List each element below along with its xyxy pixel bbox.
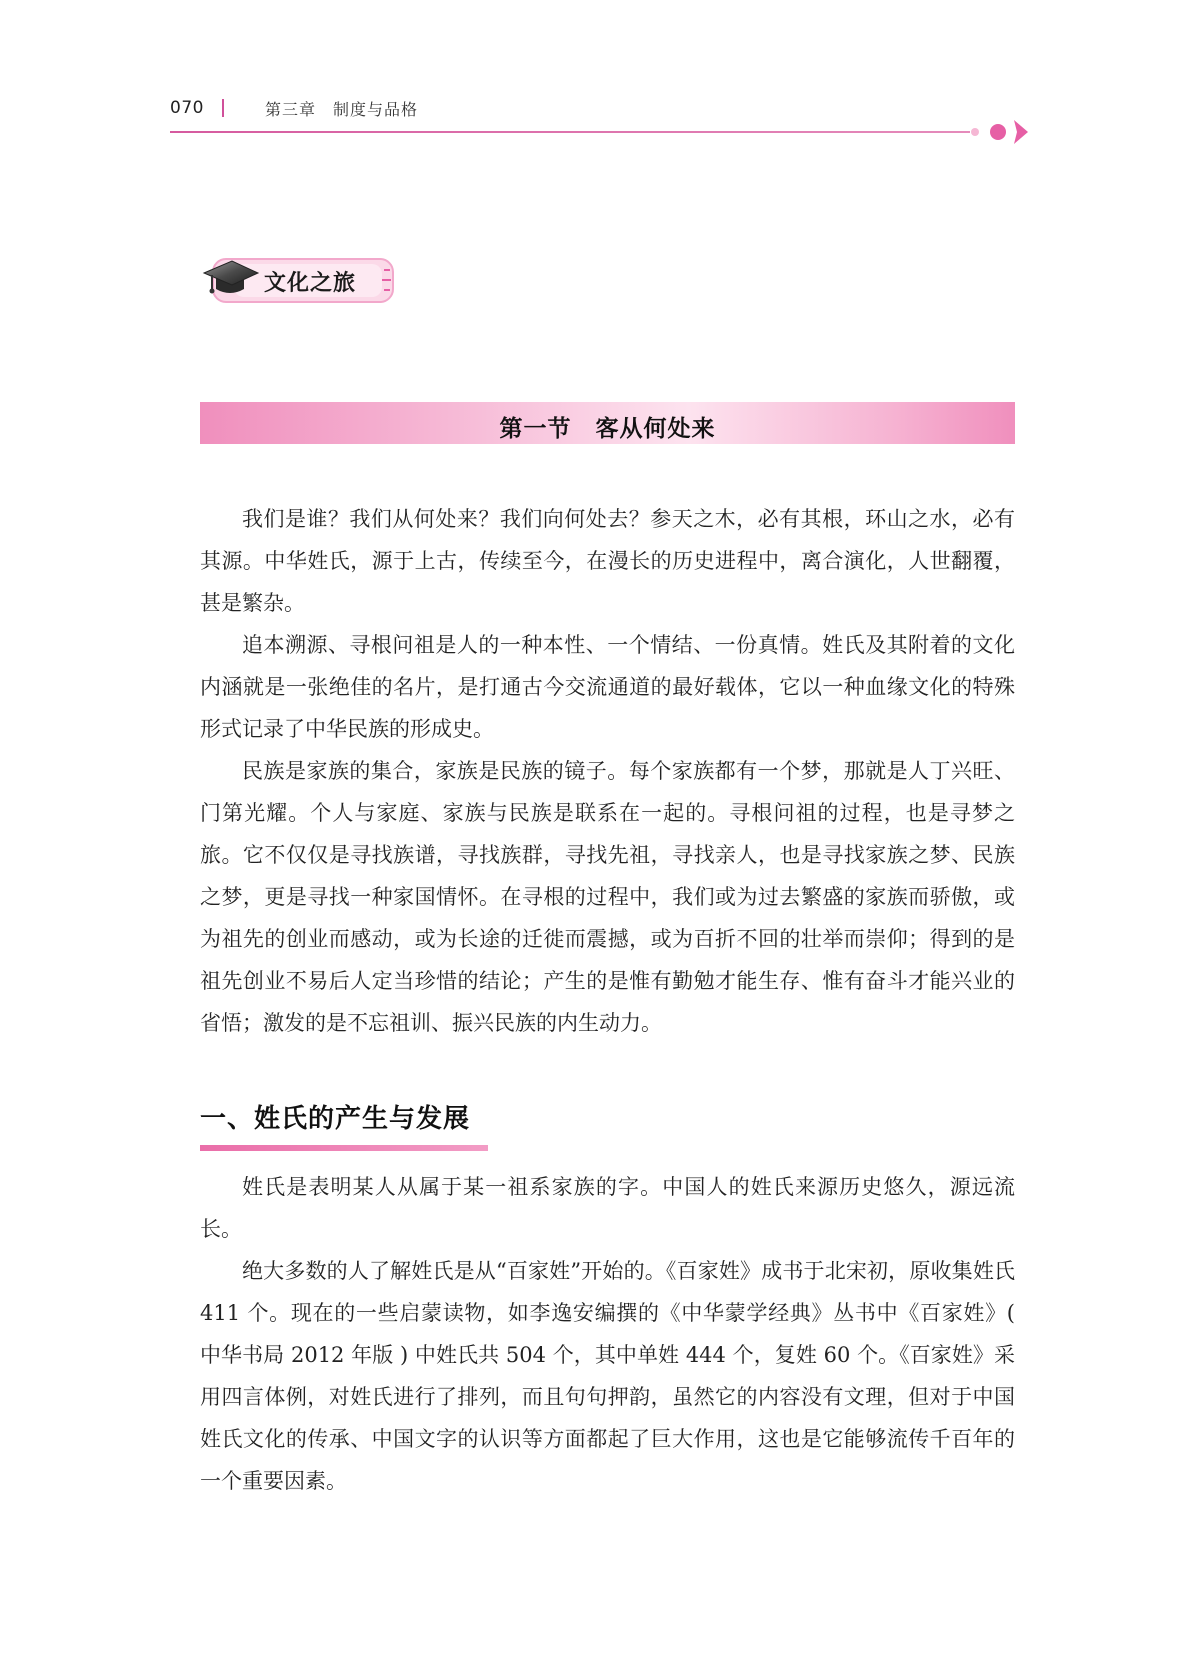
header-divider xyxy=(222,99,224,117)
header-rule xyxy=(170,131,970,133)
page-number: 070 xyxy=(170,98,204,118)
badge-label: 文化之旅 xyxy=(264,271,357,296)
surname-text-block xyxy=(200,1166,1015,1502)
paragraph: 民族是家族的集合，家族是民族的镜子。每个家族都有一个梦，那就是人丁兴旺、门第光耀。个人与家庭、家族与民族是联系在一起的。寻根问祖的过程，也是寻梦之旅。它不仅仅是寻找族谱，寻找族群，寻找先祖，寻找亲人，也是寻找家族之梦、民族之梦，更是寻找一种家国情怀。在寻根的过程中，我们或为过去繁盛的家族而骄傲，或为祖先的创业而感动，或为长途的迁徙而震撼，或为百折不回的壮举而崇仰；得到的是祖先创业不易后人定当珍惜的结论；产生的是惟有勤勉才能生存、惟有奋斗才能兴业的省悟；激发的是不忘祖训、振兴民族的内生动力。 xyxy=(200,759,1015,1035)
chapter-title: 第三章 制度与品格 xyxy=(265,100,419,119)
graduation-cap-icon xyxy=(202,255,260,303)
paragraph: 绝大多数的人了解姓氏是从“百家姓”开始的。《百家姓》成书于北宋初，原收集姓氏 411 个。现在的一些启蒙读物，如李逸安编撰的《中华蒙学经典》丛书中《百家姓》( 中华书局 2012 年版 ) 中姓氏共 504 个，其中单姓 444 个，复姓 60 个。《百家姓》采用四言体例，对姓氏进行了排列，而且句句押韵，虽然它的内容没有文理，但对于中国姓氏文化的传承、中国文字的认识等方面都起了巨大作用，这也是它能够流传千百年的一个重要因素。 xyxy=(200,1259,1015,1493)
section-title: 第一节 客从何处来 xyxy=(499,416,716,442)
section-banner xyxy=(200,402,1015,444)
intro-text-block xyxy=(200,498,1015,1044)
subsection-underline xyxy=(200,1145,488,1151)
paragraph: 我们是谁？我们从何处来？我们向何处去？参天之木，必有其根，环山之水，必有其源。中华姓氏，源于上古，传续至今，在漫长的历史进程中，离合演化，人世翻覆，甚是繁杂。 xyxy=(200,507,1015,615)
badge-dash-ornament-icon xyxy=(380,267,394,293)
culture-journey-badge xyxy=(202,255,398,307)
paragraph: 追本溯源、寻根问祖是人的一种本性、一个情结、一份真情。姓氏及其附着的文化内涵就是一张绝佳的名片，是打通古今交流通道的最好载体，它以一种血缘文化的特殊形式记录了中华民族的形成史。 xyxy=(200,633,1015,741)
paragraph: 姓氏是表明某人从属于某一祖系家族的字。中国人的姓氏来源历史悠久，源远流长。 xyxy=(200,1175,1015,1241)
running-header xyxy=(170,96,1020,136)
header-arrow-ornament-icon xyxy=(962,118,1042,146)
subsection-heading: 一、姓氏的产生与发展 xyxy=(200,1104,471,1134)
